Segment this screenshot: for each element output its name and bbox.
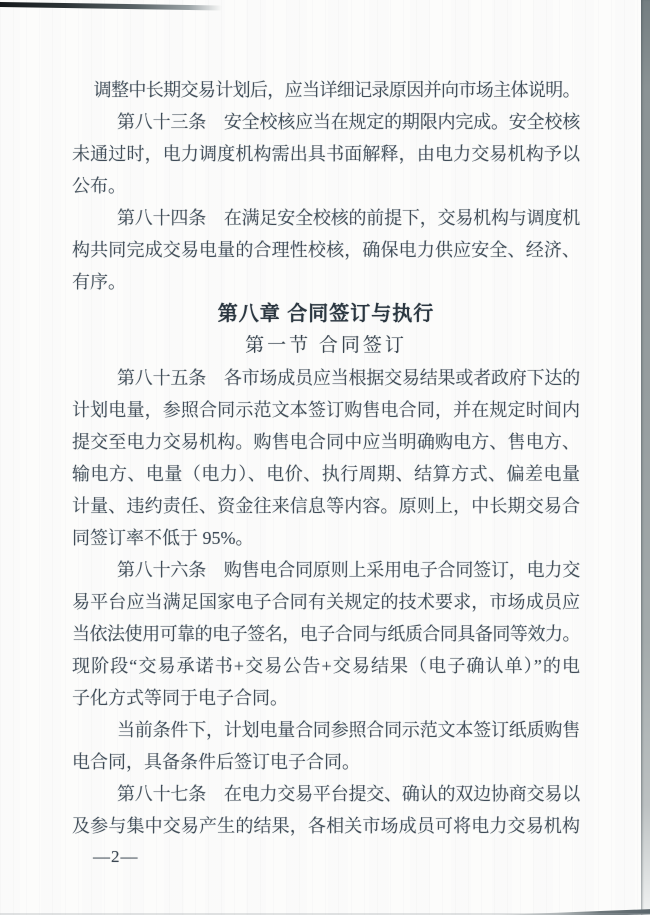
text-line: 有序。 [72,272,126,292]
scan-artifact-right-edge [641,0,650,915]
text-line: 同签订率不低于 95%。 [72,528,254,548]
text-line: 当前条件下，计划电量合同参照合同示范文本签订纸质购售 [117,720,580,740]
text-line: 及参与集中交易产生的结果，各相关市场成员可将电力交易机构 [72,816,580,836]
text-line: 电合同，具备条件后签订电子合同。 [72,752,360,772]
text-line: 第八十六条 购售电合同原则上采用电子合同签订，电力交 [117,560,580,580]
text-line: 当依法使用可靠的电子签名，电子合同与纸质合同具备同等效力。 [72,624,580,644]
text-line: 子化方式等同于电子合同。 [72,688,288,708]
text-line: 构共同完成交易电量的合理性校核，确保电力供应安全、经济、 [72,240,580,260]
text-line: 易平台应当满足国家电子合同有关规定的技术要求，市场成员应 [72,592,580,612]
document-body [72,74,580,872]
text-line: 第八十四条 在满足安全校核的前提下，交易机构与调度机 [117,208,580,228]
text-line: 计划电量，参照合同示范文本签订购售电合同，并在规定时间内 [72,400,580,420]
page-number: —2— [93,847,139,866]
scan-artifact-top-edge [0,2,222,11]
section-heading: 第一节 合同签订 [245,335,407,356]
text-line: 提交至电力交易机构。购售电合同中应当明确购电方、售电方、 [72,432,580,452]
text-line: 第八十五条 各市场成员应当根据交易结果或者政府下达的 [117,368,580,388]
text-line: 计量、违约责任、资金往来信息等内容。原则上，中长期交易合 [72,496,580,516]
text-line: 第八十七条 在电力交易平台提交、确认的双边协商交易以 [117,784,580,804]
text-line: 未通过时，电力调度机构需出具书面解释，由电力交易机构予以 [72,144,580,164]
text-line: 调整中长期交易计划后，应当详细记录原因并向市场主体说明。 [93,80,580,100]
chapter-heading: 第八章 合同签订与执行 [217,303,435,325]
text-line: 现阶段“交易承诺书+交易公告+交易结果（电子确认单）”的电 [72,656,580,676]
text-line: 第八十三条 安全校核应当在规定的期限内完成。安全校核 [117,112,580,132]
text-line: 输电方、电量（电力）、电价、执行周期、结算方式、偏差电量 [72,464,580,484]
text-line: 公布。 [72,176,126,196]
